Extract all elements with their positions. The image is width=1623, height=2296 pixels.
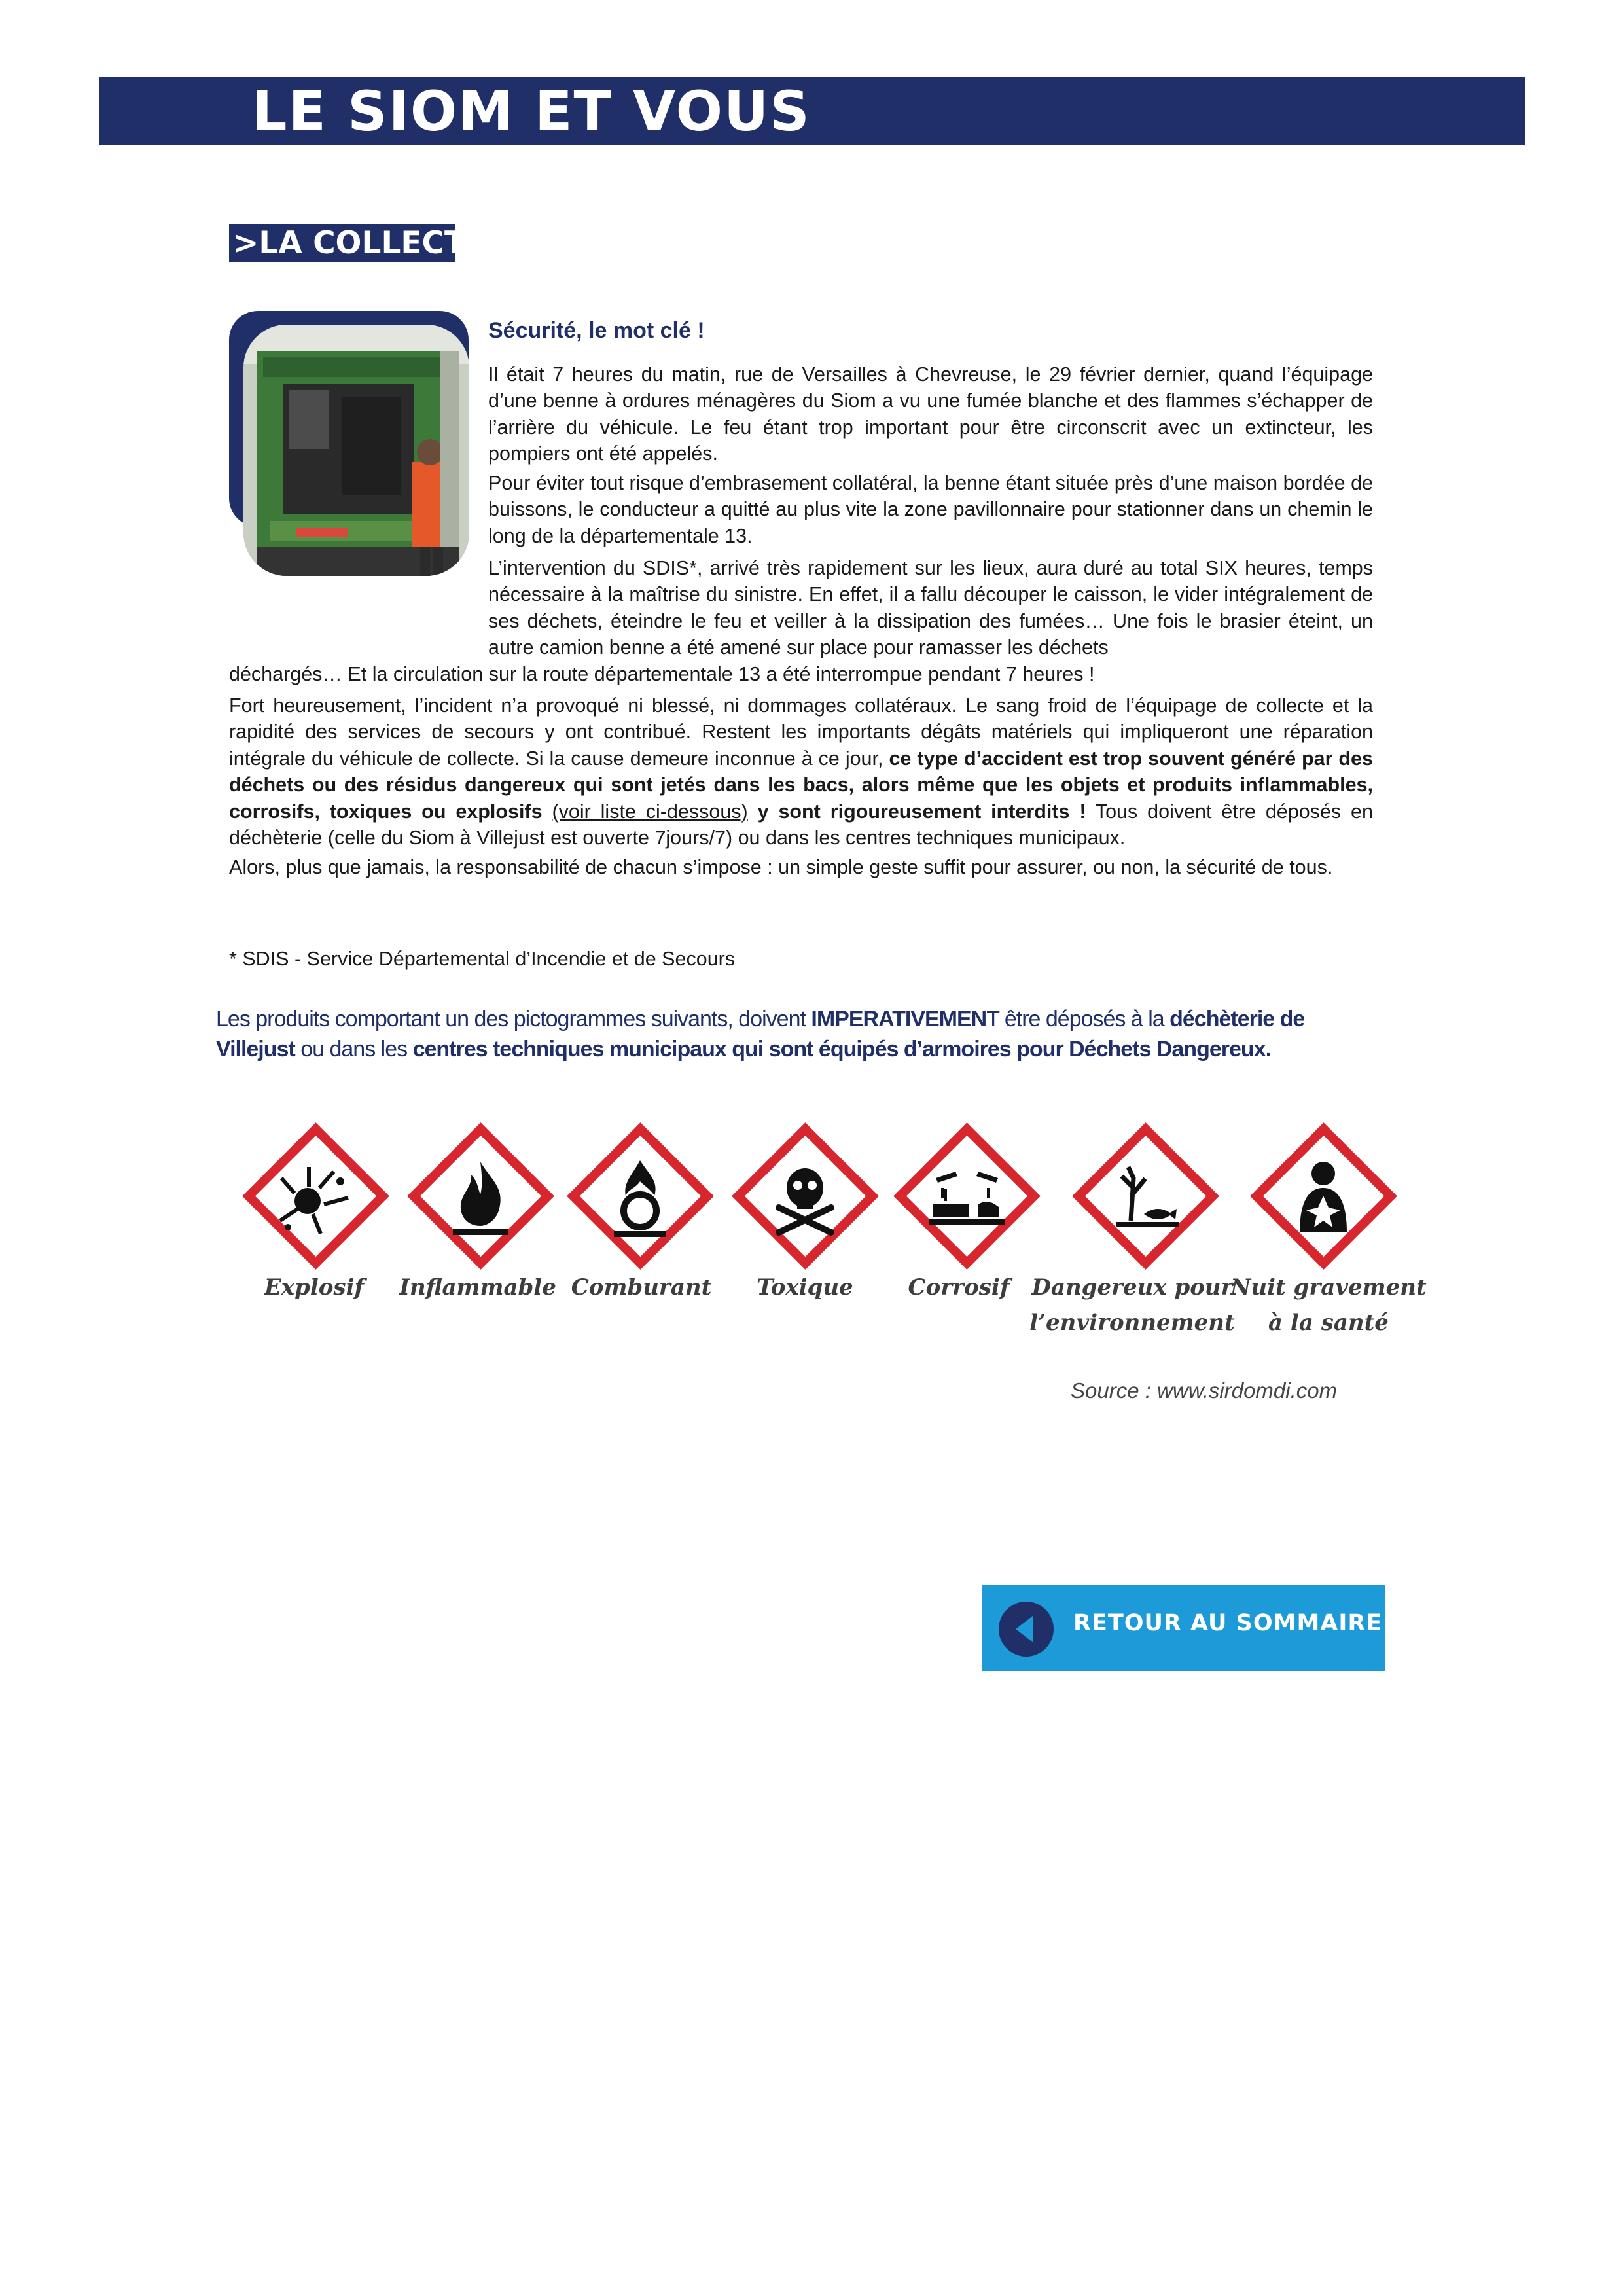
article-paragraph-5: Alors, plus que jamais, la responsabilité de chacun s’impose : un simple geste suffit pour assurer, ou non, la sécurité de tous. <box>229 856 1333 878</box>
label-environnement-line-2: l’environnement <box>1029 1310 1235 1336</box>
label-environnement-line-1: Dangereux pour <box>1031 1274 1233 1300</box>
health-hazard-icon <box>1243 1116 1404 1276</box>
article-paragraph-2: Pour éviter tout risque d’embrasement collatéral, la benne étant située près d’une maison bordée de buissons, le conducteur a quitté au plus vite la zone pavillonnaire pour stationner dans un chemin le long de la départementale 13. <box>488 472 1373 547</box>
footnote: * SDIS - Service Départemental d’Incendie et de Secours <box>229 948 736 970</box>
label-comburant: Comburant <box>571 1274 712 1300</box>
article-paragraph-1: Il était 7 heures du matin, rue de Versailles à Chevreuse, le 29 février dernier, quand l’équipage d’une benne à ordures ménagères du Siom a vu une fumée blanche et des flammes s’échapper de l’arrière du véhicule. Le feu étant trop important pour être circonscrit avec un extincteur, les pompiers ont été appelés. <box>488 363 1373 465</box>
label-corrosif: Corrosif <box>908 1274 1010 1300</box>
notice-text-3: ou dans les <box>294 1037 413 1062</box>
label-sante <box>1230 1270 1427 1340</box>
p4-bold: ce type d’accident est trop souvent généré par des déchets ou des résidus dangereux qui sont jetés dans les bacs, alors même que les objets et produits inflammables, corrosifs, toxiques ou explosifs <box>229 747 1373 823</box>
hazard-notice <box>216 1004 1387 1064</box>
p4-end: Tous doivent être déposés en déchèterie (celle du Siom à Villejust est ouverte 7jours/7) ou dans les centres techniques municipaux. <box>229 800 1373 850</box>
article-paragraph-4 <box>229 692 1373 851</box>
notice-bold-3: centres techniques municipaux qui sont équipés d’armoires pour Déchets Dangereux. <box>412 1037 1272 1062</box>
label-environnement <box>1027 1270 1237 1340</box>
label-inflammable: Inflammable <box>399 1274 556 1300</box>
corrosive-icon <box>887 1116 1047 1276</box>
article-title: Sécurité, le mot clé ! <box>488 318 705 343</box>
list-link[interactable]: (voir liste ci-dessous) <box>552 800 748 823</box>
back-to-summary-button[interactable] <box>982 1585 1385 1671</box>
p4-bold-2: y sont rigoureusement interdits ! <box>757 800 1086 823</box>
section-label: >LA COLLECTE <box>229 224 455 262</box>
back-button-label: RETOUR AU SOMMAIRE <box>1073 1610 1383 1636</box>
flammable-icon <box>401 1116 561 1276</box>
oxidizer-icon <box>560 1116 721 1276</box>
notice-text-1: Les produits comportant un des pictogrammes suivants, doivent <box>216 1007 812 1031</box>
label-sante-line-2: à la santé <box>1268 1310 1389 1336</box>
label-sante-line-1: Nuit gravement <box>1230 1274 1427 1300</box>
p4-text: Fort heureusement, l’incident n’a provoqué ni blessé, ni dommages collatéraux. Le sang froid de l’équipage de collecte et la rapidité des services de secours y ont contribué. Restent les importants dégâts matériels qui impliqueront une réparation intégrale du véhicule de collecte. Si la cause demeure inconnue à ce jour, <box>229 694 1373 770</box>
environment-hazard-icon <box>1065 1116 1226 1276</box>
notice-text-2: T être déposés à la <box>986 1007 1170 1031</box>
article-paragraph-3: L’intervention du SDIS*, arrivé très rapidement sur les lieux, aura duré au total SIX heures, temps nécessaire à la maîtrise du sinistre. En effet, il a fallu découper le caisson, le vider intégralement de ses déchets, éteindre le feu et veiller à la dissipation des fumées… Une fois le brasier éteint, un autre camion benne a été amené sur place pour ramasser les déchets <box>488 557 1373 659</box>
source-credit: Source : www.sirdomdi.com <box>1071 1378 1338 1403</box>
label-toxique: Toxique <box>757 1274 853 1300</box>
back-arrow-icon <box>999 1602 1054 1657</box>
notice-bold-2: déchèterie de Villejust <box>216 1007 1305 1062</box>
page-title: LE SIOM ET VOUS <box>252 79 811 143</box>
article-paragraph-3-end: déchargés… Et la circulation sur la route départementale 13 a été interrompue pendant 7 heures ! <box>229 663 1095 685</box>
label-explosif: Explosif <box>264 1274 365 1300</box>
header-banner <box>99 77 1525 145</box>
notice-bold-1: IMPERATIVEMEN <box>811 1007 987 1031</box>
explosive-icon <box>236 1116 396 1276</box>
toxic-icon <box>725 1116 885 1276</box>
garbage-truck-photo <box>243 325 469 576</box>
